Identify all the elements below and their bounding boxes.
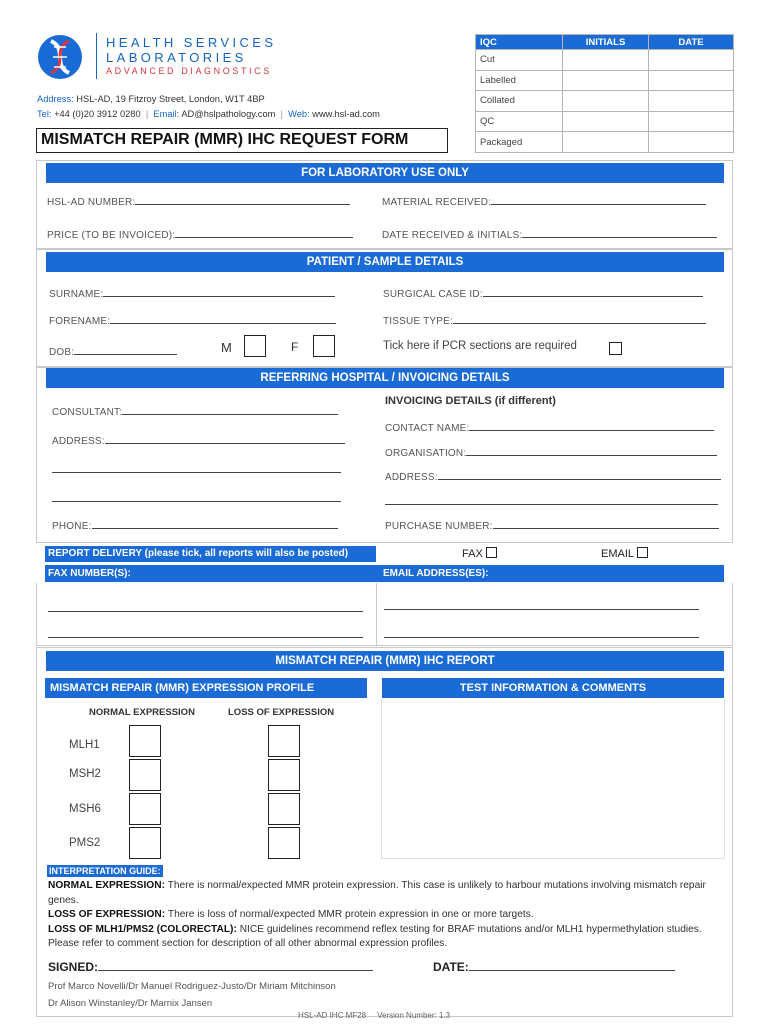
pms2-normal-checkbox[interactable] bbox=[129, 827, 161, 859]
test-info-title: TEST INFORMATION & COMMENTS bbox=[382, 678, 724, 698]
guide-title: INTERPRETATION GUIDE: bbox=[49, 866, 161, 876]
iqc-cell[interactable] bbox=[649, 91, 734, 112]
iqc-cell[interactable] bbox=[563, 91, 649, 112]
hsl-logo-icon bbox=[36, 33, 84, 81]
gender-m-checkbox[interactable] bbox=[244, 335, 266, 357]
iqc-header: IQC bbox=[476, 35, 563, 50]
phone-field[interactable]: PHONE: bbox=[52, 519, 338, 532]
iqc-table bbox=[475, 34, 734, 153]
tel-label: Tel: bbox=[37, 109, 52, 119]
purchase-number-field[interactable]: PURCHASE NUMBER: bbox=[385, 519, 719, 532]
contact-line bbox=[37, 109, 380, 119]
dob-field[interactable]: DOB: bbox=[49, 345, 177, 358]
iqc-cell[interactable] bbox=[563, 111, 649, 132]
iqc-cell[interactable] bbox=[649, 132, 734, 153]
iqc-row-collated: Collated bbox=[476, 91, 563, 112]
iqc-row-packaged: Packaged bbox=[476, 132, 563, 153]
gender-f-checkbox[interactable] bbox=[313, 335, 335, 357]
web-label: Web: bbox=[288, 109, 310, 119]
delivery-divider bbox=[376, 583, 377, 646]
price-field[interactable]: PRICE (TO BE INVOICED): bbox=[47, 228, 353, 241]
invoicing-address-field[interactable]: ADDRESS: bbox=[385, 470, 721, 483]
hsl-number-field[interactable]: HSL-AD NUMBER: bbox=[47, 195, 350, 208]
iqc-row-labelled: Labelled bbox=[476, 70, 563, 91]
surname-field[interactable]: SURNAME: bbox=[49, 287, 335, 300]
report-title: MISMATCH REPAIR (MMR) IHC REPORT bbox=[46, 651, 724, 671]
address-field[interactable]: ADDRESS: bbox=[52, 434, 345, 447]
gender-m-label: M bbox=[221, 340, 232, 355]
contact-name-field[interactable]: CONTACT NAME: bbox=[385, 421, 714, 434]
separator: | bbox=[145, 109, 149, 119]
email-label: Email: bbox=[153, 109, 180, 119]
address-line bbox=[37, 94, 265, 104]
pathologists-line1: Prof Marco Novelli/Dr Manuel Rodriguez-Justo/Dr Miriam Mitchinson bbox=[48, 981, 336, 992]
iqc-cell[interactable] bbox=[649, 70, 734, 91]
org-name-line2: LABORATORIES bbox=[106, 50, 247, 65]
profile-title: MISMATCH REPAIR (MMR) EXPRESSION PROFILE bbox=[45, 678, 367, 698]
pcr-checkbox[interactable] bbox=[609, 342, 622, 355]
version-number: Version Number: 1.3 bbox=[377, 1011, 451, 1020]
address-label: Address: bbox=[37, 94, 74, 104]
interpretation-guide bbox=[48, 879, 730, 952]
test-info-area[interactable] bbox=[381, 699, 725, 859]
tel-value: +44 (0)20 3912 0280 bbox=[54, 109, 141, 119]
org-name-line3: ADVANCED DIAGNOSTICS bbox=[106, 66, 272, 76]
iqc-row-cut: Cut bbox=[476, 50, 563, 71]
mlh1-loss-checkbox[interactable] bbox=[268, 725, 300, 757]
marker-mlh1: MLH1 bbox=[69, 739, 100, 751]
iqc-cell[interactable] bbox=[563, 132, 649, 153]
web-value[interactable]: www.hsl-ad.com bbox=[312, 109, 380, 119]
email-value[interactable]: AD@hslpathology.com bbox=[181, 109, 276, 119]
consultant-field[interactable]: CONSULTANT: bbox=[52, 405, 338, 418]
iqc-cell[interactable] bbox=[649, 111, 734, 132]
fax-number-line-1[interactable] bbox=[48, 611, 363, 612]
referring-title: REFERRING HOSPITAL / INVOICING DETAILS bbox=[46, 368, 724, 388]
date-field[interactable]: DATE: bbox=[433, 959, 675, 974]
lab-use-title: FOR LABORATORY USE ONLY bbox=[46, 163, 724, 183]
surgical-case-field[interactable]: SURGICAL CASE ID: bbox=[383, 287, 703, 300]
iqc-cell[interactable] bbox=[563, 70, 649, 91]
organisation-field[interactable]: ORGANISATION: bbox=[385, 446, 717, 459]
loss-expression-header: LOSS OF EXPRESSION bbox=[228, 707, 335, 718]
iqc-row-qc: QC bbox=[476, 111, 563, 132]
fax-number-line-2[interactable] bbox=[48, 637, 363, 638]
org-name-line1: HEALTH SERVICES bbox=[106, 35, 277, 50]
logo-divider bbox=[96, 33, 97, 79]
forename-field[interactable]: FORENAME: bbox=[49, 314, 336, 327]
address-line-3[interactable] bbox=[52, 501, 341, 502]
date-header: DATE bbox=[649, 35, 734, 50]
separator: | bbox=[280, 109, 283, 119]
fax-option[interactable]: FAX bbox=[462, 547, 497, 560]
normal-expression-header: NORMAL EXPRESSION bbox=[89, 707, 195, 718]
msh2-normal-checkbox[interactable] bbox=[129, 759, 161, 791]
pcr-label: Tick here if PCR sections are required bbox=[383, 340, 577, 352]
signed-field[interactable]: SIGNED: bbox=[48, 959, 373, 974]
patient-title: PATIENT / SAMPLE DETAILS bbox=[46, 252, 724, 272]
pms2-loss-checkbox[interactable] bbox=[268, 827, 300, 859]
tissue-type-field[interactable]: TISSUE TYPE: bbox=[383, 314, 706, 327]
fax-numbers-label: FAX NUMBER(S): bbox=[48, 568, 131, 579]
address-value: HSL-AD, 19 Fitzroy Street, London, W1T 4BP bbox=[76, 94, 265, 104]
footer bbox=[298, 1011, 450, 1020]
date-received-field[interactable]: DATE RECEIVED & INITIALS: bbox=[382, 228, 717, 241]
iqc-cell[interactable] bbox=[649, 50, 734, 71]
material-received-field[interactable]: MATERIAL RECEIVED: bbox=[382, 195, 706, 208]
fax-checkbox[interactable] bbox=[486, 547, 497, 558]
pathologists-line2: Dr Alison Winstanley/Dr Marnix Jansen bbox=[48, 998, 213, 1009]
msh6-normal-checkbox[interactable] bbox=[129, 793, 161, 825]
email-addresses-label: EMAIL ADDRESS(ES): bbox=[383, 568, 489, 579]
marker-msh2: MSH2 bbox=[69, 768, 101, 780]
initials-header: INITIALS bbox=[563, 35, 649, 50]
address-line-2[interactable] bbox=[52, 472, 341, 473]
email-address-line-1[interactable] bbox=[384, 609, 699, 610]
form-code: HSL-AD IHC MF28 bbox=[298, 1011, 367, 1020]
guide-colorectal: LOSS OF MLH1/PMS2 (COLORECTAL): NICE guidelines recommend reflex testing for BRAF mutations and/or MLH1 hypermethylation studies. Please refer to comment section for description of all other abnormal expression profiles. bbox=[48, 923, 702, 950]
marker-pms2: PMS2 bbox=[69, 837, 101, 849]
mlh1-normal-checkbox[interactable] bbox=[129, 725, 161, 757]
email-option[interactable]: EMAIL bbox=[601, 547, 648, 560]
email-address-line-2[interactable] bbox=[384, 637, 699, 638]
guide-loss: LOSS OF EXPRESSION: There is loss of normal/expected MMR protein expression in one or more targets. bbox=[48, 909, 534, 921]
report-delivery-title: REPORT DELIVERY (please tick, all reports will also be posted) bbox=[45, 546, 376, 562]
msh6-loss-checkbox[interactable] bbox=[268, 793, 300, 825]
guide-normal: NORMAL EXPRESSION: There is normal/expected MMR protein expression. This case is unlikely to harbour mutations involving mismatch repair genes. bbox=[48, 880, 706, 906]
iqc-cell[interactable] bbox=[563, 50, 649, 71]
marker-msh6: MSH6 bbox=[69, 803, 101, 815]
gender-f-label: F bbox=[291, 340, 299, 354]
invoicing-address-line-2[interactable] bbox=[385, 504, 718, 505]
msh2-loss-checkbox[interactable] bbox=[268, 759, 300, 791]
form-title: MISMATCH REPAIR (MMR) IHC REQUEST FORM bbox=[36, 128, 448, 153]
email-checkbox[interactable] bbox=[637, 547, 648, 558]
invoicing-title: INVOICING DETAILS (if different) bbox=[385, 395, 556, 407]
